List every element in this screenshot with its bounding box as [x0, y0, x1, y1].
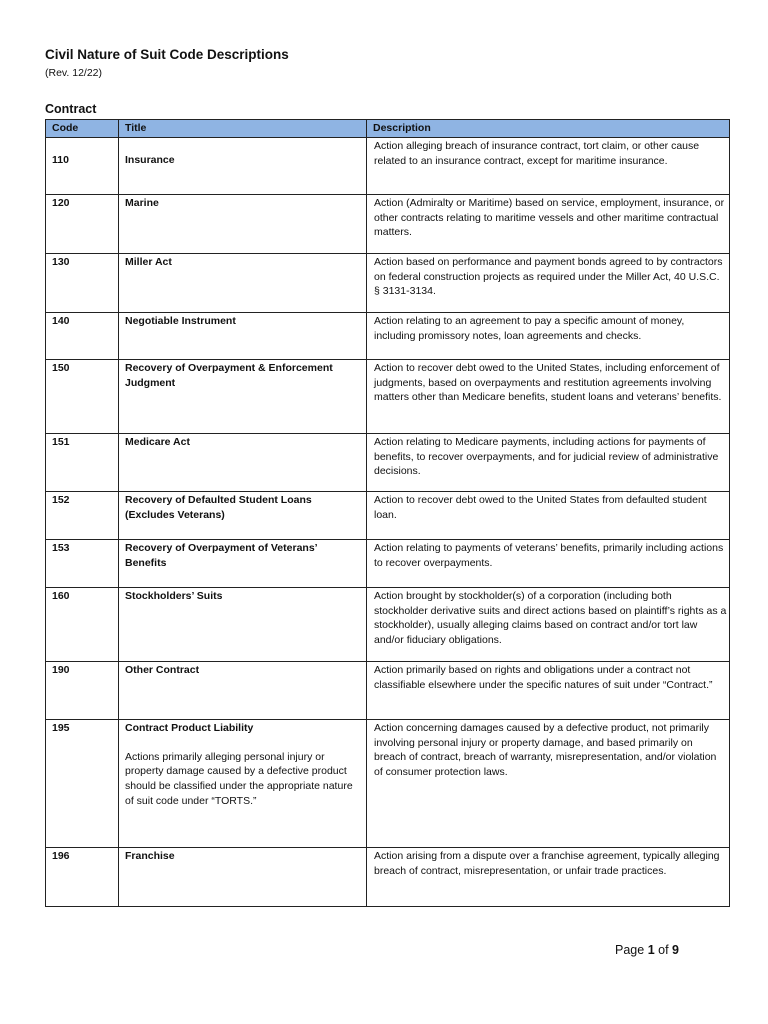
table-row	[46, 540, 730, 588]
page-title: Civil Nature of Suit Code Descriptions	[45, 47, 289, 62]
description-cell: Action arising from a dispute over a franchise agreement, typically alleging breach of contract, misrepresentation, or unfair trade practices.	[367, 848, 730, 907]
title-value: Recovery of Overpayment of Veterans’ Benefits	[125, 542, 317, 569]
table-row	[46, 492, 730, 540]
revision-label: (Rev. 12/22)	[45, 67, 102, 79]
code-value: 152	[52, 494, 70, 506]
code-value: 160	[52, 590, 70, 602]
title-value: Marine	[125, 197, 159, 209]
title-cell	[119, 492, 367, 540]
code-value: 196	[52, 850, 70, 862]
page-current: 1	[647, 943, 655, 957]
table-row	[46, 195, 730, 254]
description-cell: Action concerning damages caused by a defective product, not primarily involving personal injury or property damage, and based primarily on breach of contract, breach of warranty, misrepresentation, and/or violation of consumer protection laws.	[367, 720, 730, 848]
code-cell	[46, 588, 119, 662]
code-cell	[46, 662, 119, 720]
table-row	[46, 254, 730, 313]
table-row	[46, 848, 730, 907]
description-cell: Action based on performance and payment bonds agreed to by contractors on federal construction projects as required under the Miller Act, 40 U.S.C. § 3131-3134.	[367, 254, 730, 313]
table-row	[46, 588, 730, 662]
title-value: Contract Product Liability	[125, 722, 254, 734]
table-row	[46, 662, 730, 720]
column-header-code: Code	[46, 120, 119, 138]
table-row	[46, 720, 730, 848]
code-cell	[46, 720, 119, 848]
code-cell	[46, 848, 119, 907]
title-cell	[119, 540, 367, 588]
section-heading: Contract	[45, 102, 97, 116]
code-value: 120	[52, 197, 70, 209]
table-header-row	[46, 120, 730, 138]
title-cell	[119, 360, 367, 434]
of-word: of	[658, 943, 669, 957]
description-cell: Action relating to payments of veterans’ benefits, primarily including actions to recover overpayments.	[367, 540, 730, 588]
title-value: Stockholders’ Suits	[125, 590, 223, 602]
code-value: 140	[52, 315, 70, 327]
code-value: 153	[52, 542, 70, 554]
column-header-title: Title	[119, 120, 367, 138]
title-value: Other Contract	[125, 664, 200, 676]
code-cell	[46, 313, 119, 360]
code-value: 110	[52, 154, 69, 166]
page-word: Page	[615, 943, 645, 957]
code-cell	[46, 195, 119, 254]
title-value: Medicare Act	[125, 436, 190, 448]
description-cell: Action to recover debt owed to the United States, including enforcement of judgments, based on overpayments and restitution agreements involving matters other than Medicare benefits, student loans and veterans’ benefits.	[367, 360, 730, 434]
title-value: Franchise	[125, 850, 175, 862]
code-value: 130	[52, 256, 70, 268]
title-cell	[119, 720, 367, 848]
table-row	[46, 434, 730, 492]
code-cell	[46, 540, 119, 588]
code-cell	[46, 492, 119, 540]
title-cell	[119, 434, 367, 492]
code-value: 151	[52, 436, 70, 448]
code-cell	[46, 434, 119, 492]
code-cell	[46, 138, 119, 195]
title-cell	[119, 313, 367, 360]
description-cell: Action alleging breach of insurance contract, tort claim, or other cause related to an insurance contract, except for maritime insurance.	[367, 138, 730, 195]
code-cell	[46, 360, 119, 434]
page-number	[615, 943, 679, 957]
code-value: 195	[52, 722, 70, 734]
nature-of-suit-table	[45, 119, 730, 907]
column-header-description: Description	[367, 120, 730, 138]
description-cell: Action primarily based on rights and obligations under a contract not classifiable elsewhere under the specific natures of suit under “Contract.”	[367, 662, 730, 720]
code-value: 150	[52, 362, 70, 374]
title-value: Miller Act	[125, 256, 172, 268]
description-cell: Action relating to an agreement to pay a specific amount of money, including promissory notes, loan agreements and checks.	[367, 313, 730, 360]
title-cell	[119, 195, 367, 254]
title-value: Recovery of Overpayment & Enforcement Judgment	[125, 362, 333, 389]
title-note: Actions primarily alleging personal injury or property damage caused by a defective product should be classified under the appropriate nature of suit code under “TORTS.”	[125, 750, 353, 807]
title-value: Recovery of Defaulted Student Loans (Excludes Veterans)	[125, 494, 312, 521]
table-row	[46, 313, 730, 360]
description-cell: Action relating to Medicare payments, including actions for payments of benefits, to recover overpayments, and for judicial review of administrative decisions.	[367, 434, 730, 492]
description-cell: Action (Admiralty or Maritime) based on service, employment, insurance, or other contracts relating to maritime vessels and other maritime contractual matters.	[367, 195, 730, 254]
title-cell	[119, 662, 367, 720]
title-value: Insurance	[125, 154, 175, 166]
code-value: 190	[52, 664, 70, 676]
page-total: 9	[672, 943, 679, 957]
code-cell	[46, 254, 119, 313]
table-row	[46, 138, 730, 195]
title-cell	[119, 138, 367, 195]
title-value: Negotiable Instrument	[125, 315, 236, 327]
description-cell: Action brought by stockholder(s) of a corporation (including both stockholder derivative suits and direct actions based on plaintiff’s rights as a stockholder), usually alleging claims based on contract and/or tort law and/or fiduciary obligations.	[367, 588, 730, 662]
title-cell	[119, 848, 367, 907]
title-cell	[119, 588, 367, 662]
title-cell	[119, 254, 367, 313]
description-cell: Action to recover debt owed to the United States from defaulted student loan.	[367, 492, 730, 540]
table-row	[46, 360, 730, 434]
